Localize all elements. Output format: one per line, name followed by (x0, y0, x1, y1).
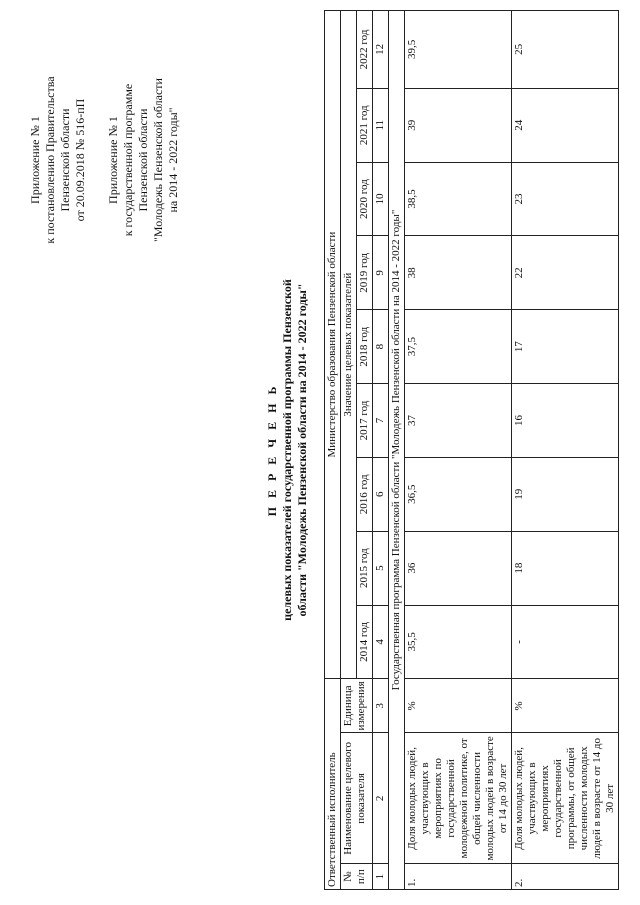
indicator-value: 17 (512, 310, 619, 384)
indicator-value: 36,5 (405, 457, 512, 531)
indicator-value: - (512, 605, 619, 679)
indicator-name: Доля молодых людей, участвующих в мероприятиях государственной программы, от общей численности молодых людей в возрасте от 14 до 30 лет (512, 733, 619, 864)
indicator-value: 23 (512, 162, 619, 236)
year-header: 2019 год (357, 236, 373, 310)
col-header-name: Наименование целевого показателя (341, 733, 373, 864)
indicator-value: 38 (405, 236, 512, 310)
column-number: 8 (373, 310, 389, 384)
table-row (512, 11, 619, 890)
indicator-value: 37 (405, 384, 512, 458)
appendix-line: к государственной программе (121, 83, 135, 237)
col-header-unit: Единица измерения (341, 679, 373, 733)
year-header: 2014 год (357, 605, 373, 679)
year-header: 2022 год (357, 11, 373, 89)
indicator-value: 19 (512, 457, 619, 531)
table-row (405, 11, 512, 890)
indicator-unit: % (512, 679, 619, 733)
year-header: 2021 год (357, 88, 373, 162)
column-numbers-row (373, 11, 389, 890)
program-row (389, 11, 405, 890)
column-number: 6 (373, 457, 389, 531)
appendix-line: на 2014 - 2022 годы" (166, 107, 180, 213)
year-header: 2016 год (357, 457, 373, 531)
column-number: 9 (373, 236, 389, 310)
column-number: 2 (373, 733, 389, 864)
appendix-line: от 20.09.2018 № 516-пП (73, 98, 87, 222)
header-row (341, 11, 357, 890)
appendix-to-resolution (28, 60, 88, 260)
responsible-value: Министерство образования Пензенской области (325, 11, 341, 679)
row-number: 1. (405, 864, 512, 890)
year-header: 2018 год (357, 310, 373, 384)
column-number: 11 (373, 88, 389, 162)
program-title-cell: Государственная программа Пензенской области "Молодежь Пензенской области на 2014 - 2022 годы" (389, 11, 405, 890)
column-number: 3 (373, 679, 389, 733)
appendix-line: "Молодежь Пензенской области (151, 78, 165, 242)
column-number: 1 (373, 864, 389, 890)
indicator-unit: % (405, 679, 512, 733)
year-header: 2017 год (357, 384, 373, 458)
title-heading: П Е Р Е Ч Е Н Ь (265, 383, 279, 517)
column-number: 7 (373, 384, 389, 458)
indicator-value: 39 (405, 88, 512, 162)
responsible-label: Ответственный исполнитель (325, 679, 341, 890)
indicator-name: Доля молодых людей, участвующих в мероприятиях по государственной молодежной политике, от общей численности молодых людей в возрасте от 14 до 30 лет (405, 733, 512, 864)
appendix-line: к постановлению Правительства (43, 76, 57, 244)
title-line: области "Молодежь Пензенской области на 2014 - 2022 годы" (295, 283, 309, 617)
column-number: 12 (373, 11, 389, 89)
document-title (265, 250, 310, 650)
row-number: 2. (512, 864, 619, 890)
indicator-value: 36 (405, 531, 512, 605)
appendix-line: Приложение № 1 (28, 116, 42, 204)
appendix-line: Пензенской области (136, 108, 150, 212)
indicator-value: 25 (512, 11, 619, 89)
title-line: целевых показателей государственной программы Пензенской (280, 279, 294, 621)
appendix-line: Пензенской области (58, 108, 72, 212)
col-header-num: № п/п (341, 864, 373, 890)
year-header: 2015 год (357, 531, 373, 605)
indicator-value: 39,5 (405, 11, 512, 89)
indicator-value: 22 (512, 236, 619, 310)
column-number: 10 (373, 162, 389, 236)
column-number: 4 (373, 605, 389, 679)
indicator-value: 18 (512, 531, 619, 605)
indicators-table (324, 10, 619, 890)
appendix-line: Приложение № 1 (106, 116, 120, 204)
indicator-value: 35,5 (405, 605, 512, 679)
indicator-value: 24 (512, 88, 619, 162)
year-header: 2020 год (357, 162, 373, 236)
indicator-value: 37,5 (405, 310, 512, 384)
document-sheet (10, 0, 630, 900)
indicator-value: 38,5 (405, 162, 512, 236)
indicator-value: 16 (512, 384, 619, 458)
appendix-to-program (106, 60, 181, 260)
col-header-values: Значение целевых показателей (341, 11, 357, 679)
column-number: 5 (373, 531, 389, 605)
responsible-row (325, 11, 341, 890)
